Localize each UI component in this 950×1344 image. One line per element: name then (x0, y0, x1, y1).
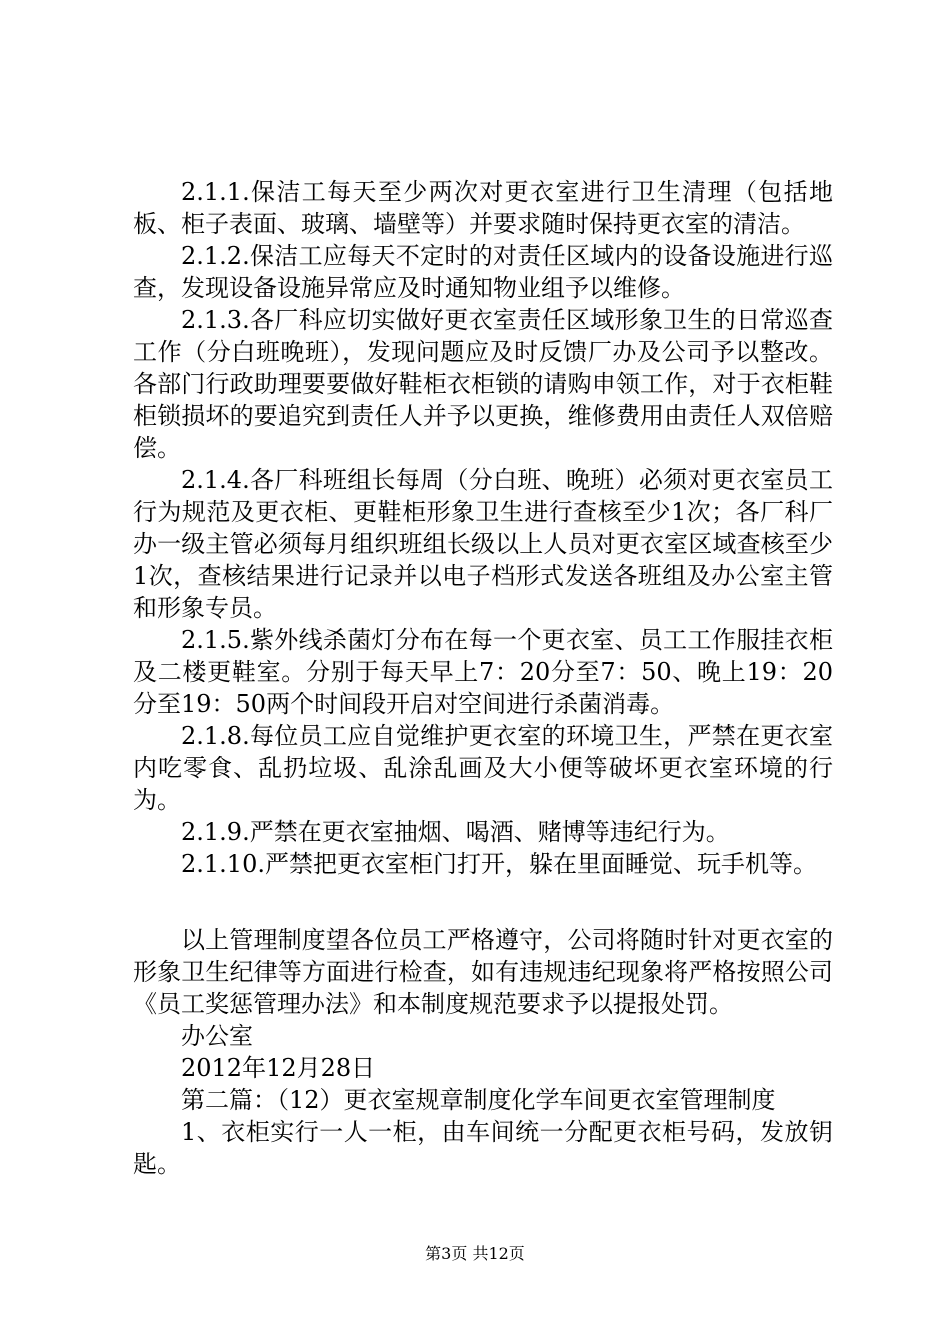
section-heading: 第二篇：（12）更衣室规章制度化学车间更衣室管理制度 (181, 1086, 776, 1114)
clause-2-1-10: 2.1.10.严禁把更衣室柜门打开，躲在里面睡觉、玩手机等。 (181, 850, 817, 878)
closing-paragraph: 以上管理制度望各位员工严格遵守，公司将随时针对更衣室的形象卫生纪律等方面进行检查，如有违规违纪现象将严格按照公司《员工奖惩管理办法》和本制度规范要求予以提报处罚。 (133, 926, 833, 1018)
clause-2-1-9: 2.1.9.严禁在更衣室抽烟、喝酒、赌博等违纪行为。 (181, 818, 730, 846)
clause-2-1-8: 2.1.8.每位员工应自觉维护更衣室的环境卫生，严禁在更衣室内吃零食、乱扔垃圾、乱涂乱画及大小便等破坏更衣室环境的行为。 (133, 722, 833, 814)
signature-office: 办公室 (181, 1022, 253, 1050)
signature-date: 2012年12月28日 (181, 1054, 376, 1082)
page-footer: 第3页 共12页 (425, 1244, 525, 1263)
clause-2-1-5: 2.1.5.紫外线杀菌灯分布在每一个更衣室、员工工作服挂衣柜及二楼更鞋室。分别于每天早上7：20分至7：50、晚上19：20分至19：50两个时间段开启对空间进行杀菌消毒。 (133, 626, 833, 718)
clause-2-1-4: 2.1.4.各厂科班组长每周（分白班、晚班）必须对更衣室员工行为规范及更衣柜、更鞋柜形象卫生进行查核至少1次；各厂科厂办一级主管必须每月组织班组长级以上人员对更衣室区域查核至少1次，查核结果进行记录并以电子档形式发送各班组及办公室主管和形象专员。 (133, 466, 833, 622)
rule-1: 1、衣柜实行一人一柜，由车间统一分配更衣柜号码，发放钥匙。 (133, 1118, 833, 1178)
clause-2-1-3: 2.1.3.各厂科应切实做好更衣室责任区域形象卫生的日常巡查工作（分白班晚班），发现问题应及时反馈厂办及公司予以整改。各部门行政助理要要做好鞋柜衣柜锁的请购申领工作，对于衣柜鞋柜锁损坏的要追究到责任人并予以更换，维修费用由责任人双倍赔偿。 (133, 306, 833, 462)
document-body (133, 176, 833, 1180)
clause-2-1-1: 2.1.1.保洁工每天至少两次对更衣室进行卫生清理（包括地板、柜子表面、玻璃、墙壁等）并要求随时保持更衣室的清洁。 (133, 178, 833, 238)
clause-2-1-2: 2.1.2.保洁工应每天不定时的对责任区域内的设备设施进行巡查，发现设备设施异常应及时通知物业组予以维修。 (133, 242, 833, 302)
paragraph-gap (133, 880, 833, 924)
